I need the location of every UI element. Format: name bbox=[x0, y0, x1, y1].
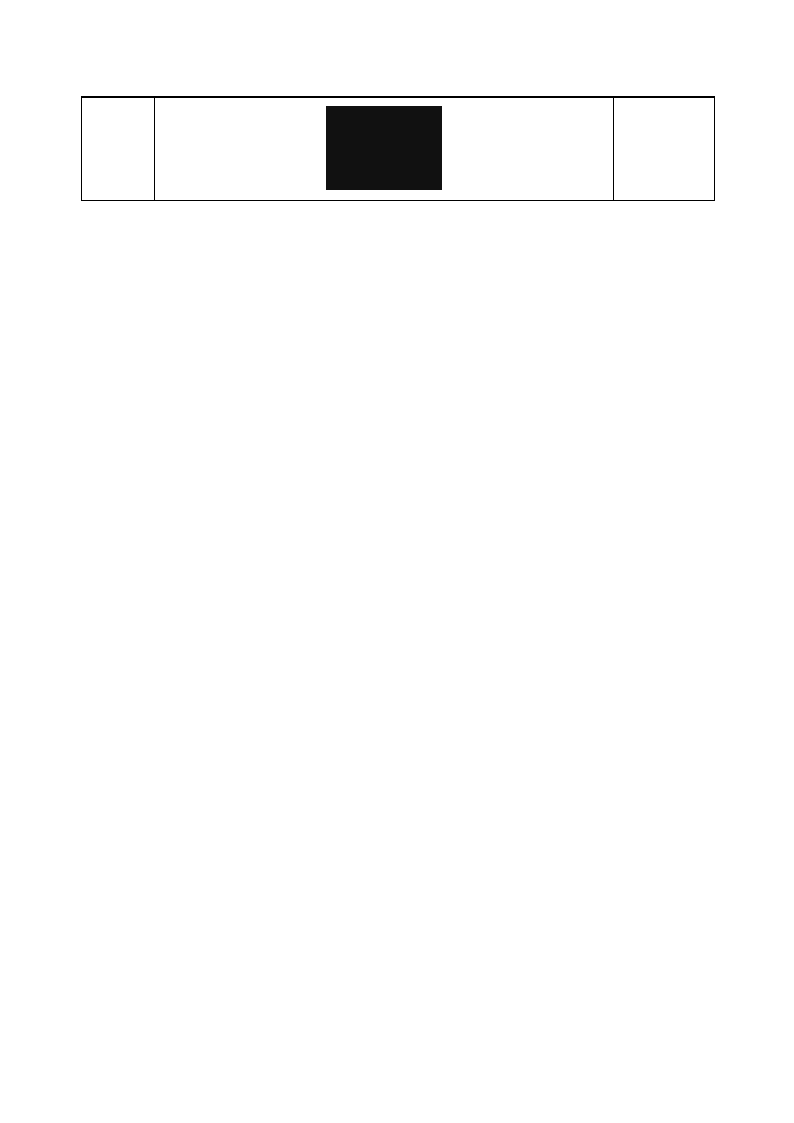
table-row-chromosome bbox=[82, 98, 715, 201]
row2-content-cell bbox=[155, 98, 614, 201]
row2-activity-cell bbox=[614, 98, 715, 201]
lesson-table bbox=[81, 96, 715, 201]
karyotype-image bbox=[326, 106, 442, 190]
row2-label-cell bbox=[82, 98, 155, 201]
